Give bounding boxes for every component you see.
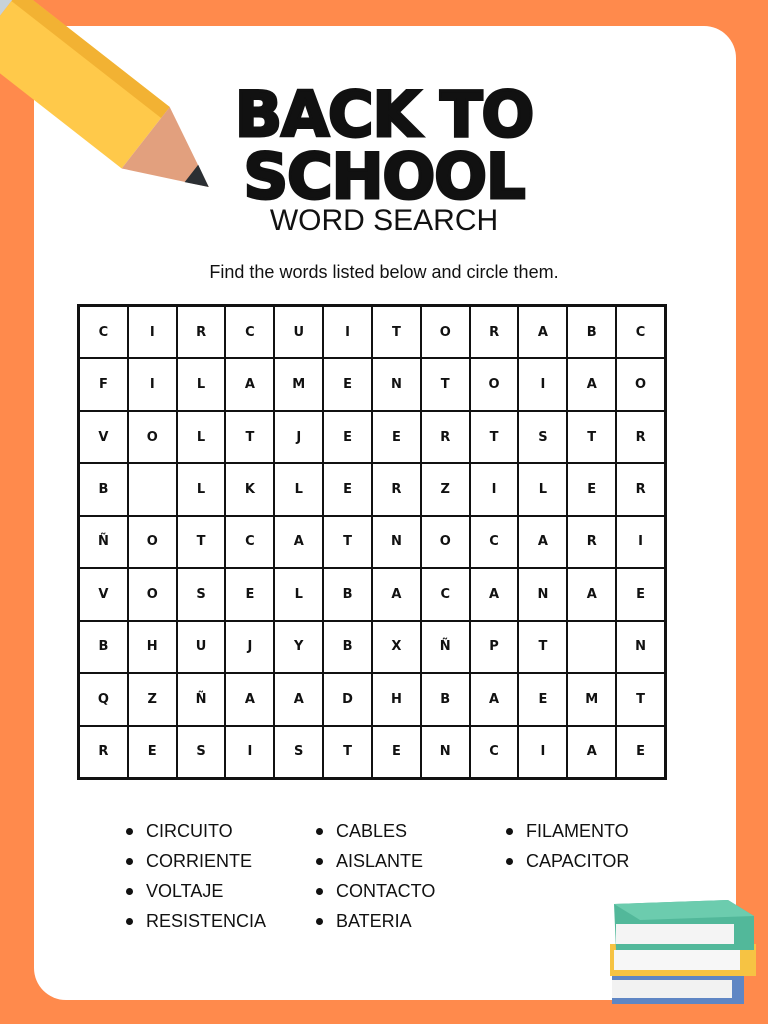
grid-cell: B xyxy=(568,307,615,357)
grid-cell: A xyxy=(373,569,420,619)
grid-cell: Ñ xyxy=(178,674,225,724)
grid-cell: E xyxy=(568,464,615,514)
word-item: CONTACTO xyxy=(310,876,435,906)
grid-cell: V xyxy=(80,412,127,462)
grid-cell: I xyxy=(226,727,273,777)
grid-cell: E xyxy=(617,727,664,777)
grid-cell: Ñ xyxy=(80,517,127,567)
grid-cell: N xyxy=(373,517,420,567)
grid-cell: A xyxy=(275,674,322,724)
grid-cell: A xyxy=(519,517,566,567)
grid-cell: A xyxy=(568,727,615,777)
grid-cell: R xyxy=(471,307,518,357)
grid-cell: A xyxy=(226,674,273,724)
word-item: FILAMENTO xyxy=(500,816,629,846)
grid-cell: A xyxy=(226,359,273,409)
grid-cell: O xyxy=(422,307,469,357)
grid-cell: S xyxy=(178,569,225,619)
word-item: AISLANTE xyxy=(310,846,435,876)
grid-cell: R xyxy=(373,464,420,514)
grid-cell: E xyxy=(373,412,420,462)
grid-cell: T xyxy=(178,517,225,567)
grid-cell: H xyxy=(129,622,176,672)
grid-cell: X xyxy=(373,622,420,672)
grid-cell: T xyxy=(568,412,615,462)
grid-cell: Y xyxy=(275,622,322,672)
grid-cell: R xyxy=(422,412,469,462)
grid-cell: I xyxy=(471,464,518,514)
grid-cell: L xyxy=(178,412,225,462)
grid-cell: N xyxy=(422,727,469,777)
grid-cell: B xyxy=(80,622,127,672)
word-item: CORRIENTE xyxy=(120,846,266,876)
grid-cell: C xyxy=(617,307,664,357)
grid-cell: L xyxy=(178,359,225,409)
grid-cell: J xyxy=(275,412,322,462)
grid-cell xyxy=(568,622,615,672)
word-list-column-2 xyxy=(310,816,435,936)
grid-cell: A xyxy=(568,359,615,409)
grid-cell: B xyxy=(324,569,371,619)
grid-cell: E xyxy=(324,359,371,409)
grid-cell: C xyxy=(471,517,518,567)
grid-cell: N xyxy=(373,359,420,409)
grid-cell: H xyxy=(373,674,420,724)
grid-cell: J xyxy=(226,622,273,672)
word-item: BATERIA xyxy=(310,906,435,936)
grid-cell: M xyxy=(568,674,615,724)
grid-cell: T xyxy=(324,727,371,777)
grid-cell: U xyxy=(178,622,225,672)
grid-cell: A xyxy=(568,569,615,619)
grid-cell: B xyxy=(422,674,469,724)
grid-cell: L xyxy=(519,464,566,514)
grid-cell: V xyxy=(80,569,127,619)
word-item: RESISTENCIA xyxy=(120,906,266,936)
grid-cell: K xyxy=(226,464,273,514)
grid-cell: I xyxy=(519,359,566,409)
grid-cell: I xyxy=(617,517,664,567)
word-list-column-3 xyxy=(500,816,629,876)
grid-cell: N xyxy=(617,622,664,672)
grid-cell: O xyxy=(129,517,176,567)
grid-cell: I xyxy=(324,307,371,357)
grid-cell: I xyxy=(129,307,176,357)
grid-cell: I xyxy=(129,359,176,409)
grid-cell: C xyxy=(422,569,469,619)
title-line-2: SCHOOL xyxy=(243,140,525,213)
grid-cell: C xyxy=(226,307,273,357)
subtitle: WORD SEARCH xyxy=(269,204,499,237)
grid-cell: L xyxy=(275,569,322,619)
grid-cell: C xyxy=(226,517,273,567)
grid-cell: C xyxy=(80,307,127,357)
grid-cell: M xyxy=(275,359,322,409)
grid-cell: I xyxy=(519,727,566,777)
grid-cell: O xyxy=(129,569,176,619)
grid-cell: T xyxy=(373,307,420,357)
grid-cell: R xyxy=(80,727,127,777)
grid-cell: B xyxy=(80,464,127,514)
grid-cell xyxy=(129,464,176,514)
word-list-column-1 xyxy=(120,816,266,936)
grid-cell: S xyxy=(275,727,322,777)
grid-cell: S xyxy=(519,412,566,462)
grid-cell: E xyxy=(226,569,273,619)
grid-cell: R xyxy=(568,517,615,567)
grid-cell: S xyxy=(178,727,225,777)
grid-cell: T xyxy=(226,412,273,462)
word-search-grid xyxy=(77,304,667,780)
grid-cell: T xyxy=(422,359,469,409)
grid-cell: T xyxy=(617,674,664,724)
grid-cell: E xyxy=(519,674,566,724)
grid-cell: A xyxy=(275,517,322,567)
grid-cell: R xyxy=(617,464,664,514)
grid-cell: R xyxy=(178,307,225,357)
word-item: VOLTAJE xyxy=(120,876,266,906)
instructions: Find the words listed below and circle them. xyxy=(209,262,559,282)
grid-cell: O xyxy=(617,359,664,409)
grid-cell: L xyxy=(275,464,322,514)
grid-cell: B xyxy=(324,622,371,672)
word-item: CAPACITOR xyxy=(500,846,629,876)
grid-cell: E xyxy=(324,464,371,514)
word-list xyxy=(120,816,680,946)
grid-cell: A xyxy=(471,569,518,619)
grid-cell: T xyxy=(519,622,566,672)
books-stack-icon xyxy=(604,896,760,1018)
grid-cell: R xyxy=(617,412,664,462)
grid-cell: E xyxy=(373,727,420,777)
grid-cell: N xyxy=(519,569,566,619)
grid-cell: O xyxy=(129,412,176,462)
grid-cell: L xyxy=(178,464,225,514)
grid-cell: A xyxy=(519,307,566,357)
grid-cell: C xyxy=(471,727,518,777)
grid-cell: Q xyxy=(80,674,127,724)
grid-cell: T xyxy=(471,412,518,462)
grid-cell: E xyxy=(324,412,371,462)
word-item: CABLES xyxy=(310,816,435,846)
grid-cell: P xyxy=(471,622,518,672)
grid-cell: E xyxy=(129,727,176,777)
grid-cell: Z xyxy=(129,674,176,724)
grid-cell: Ñ xyxy=(422,622,469,672)
grid-cell: D xyxy=(324,674,371,724)
word-item: CIRCUITO xyxy=(120,816,266,846)
grid-cell: F xyxy=(80,359,127,409)
grid-cell: O xyxy=(471,359,518,409)
grid-cell: U xyxy=(275,307,322,357)
grid-cell: A xyxy=(471,674,518,724)
title-line-1: BACK TO xyxy=(234,78,534,151)
grid-cell: O xyxy=(422,517,469,567)
grid-cell: Z xyxy=(422,464,469,514)
grid-cell: E xyxy=(617,569,664,619)
grid-cell: T xyxy=(324,517,371,567)
